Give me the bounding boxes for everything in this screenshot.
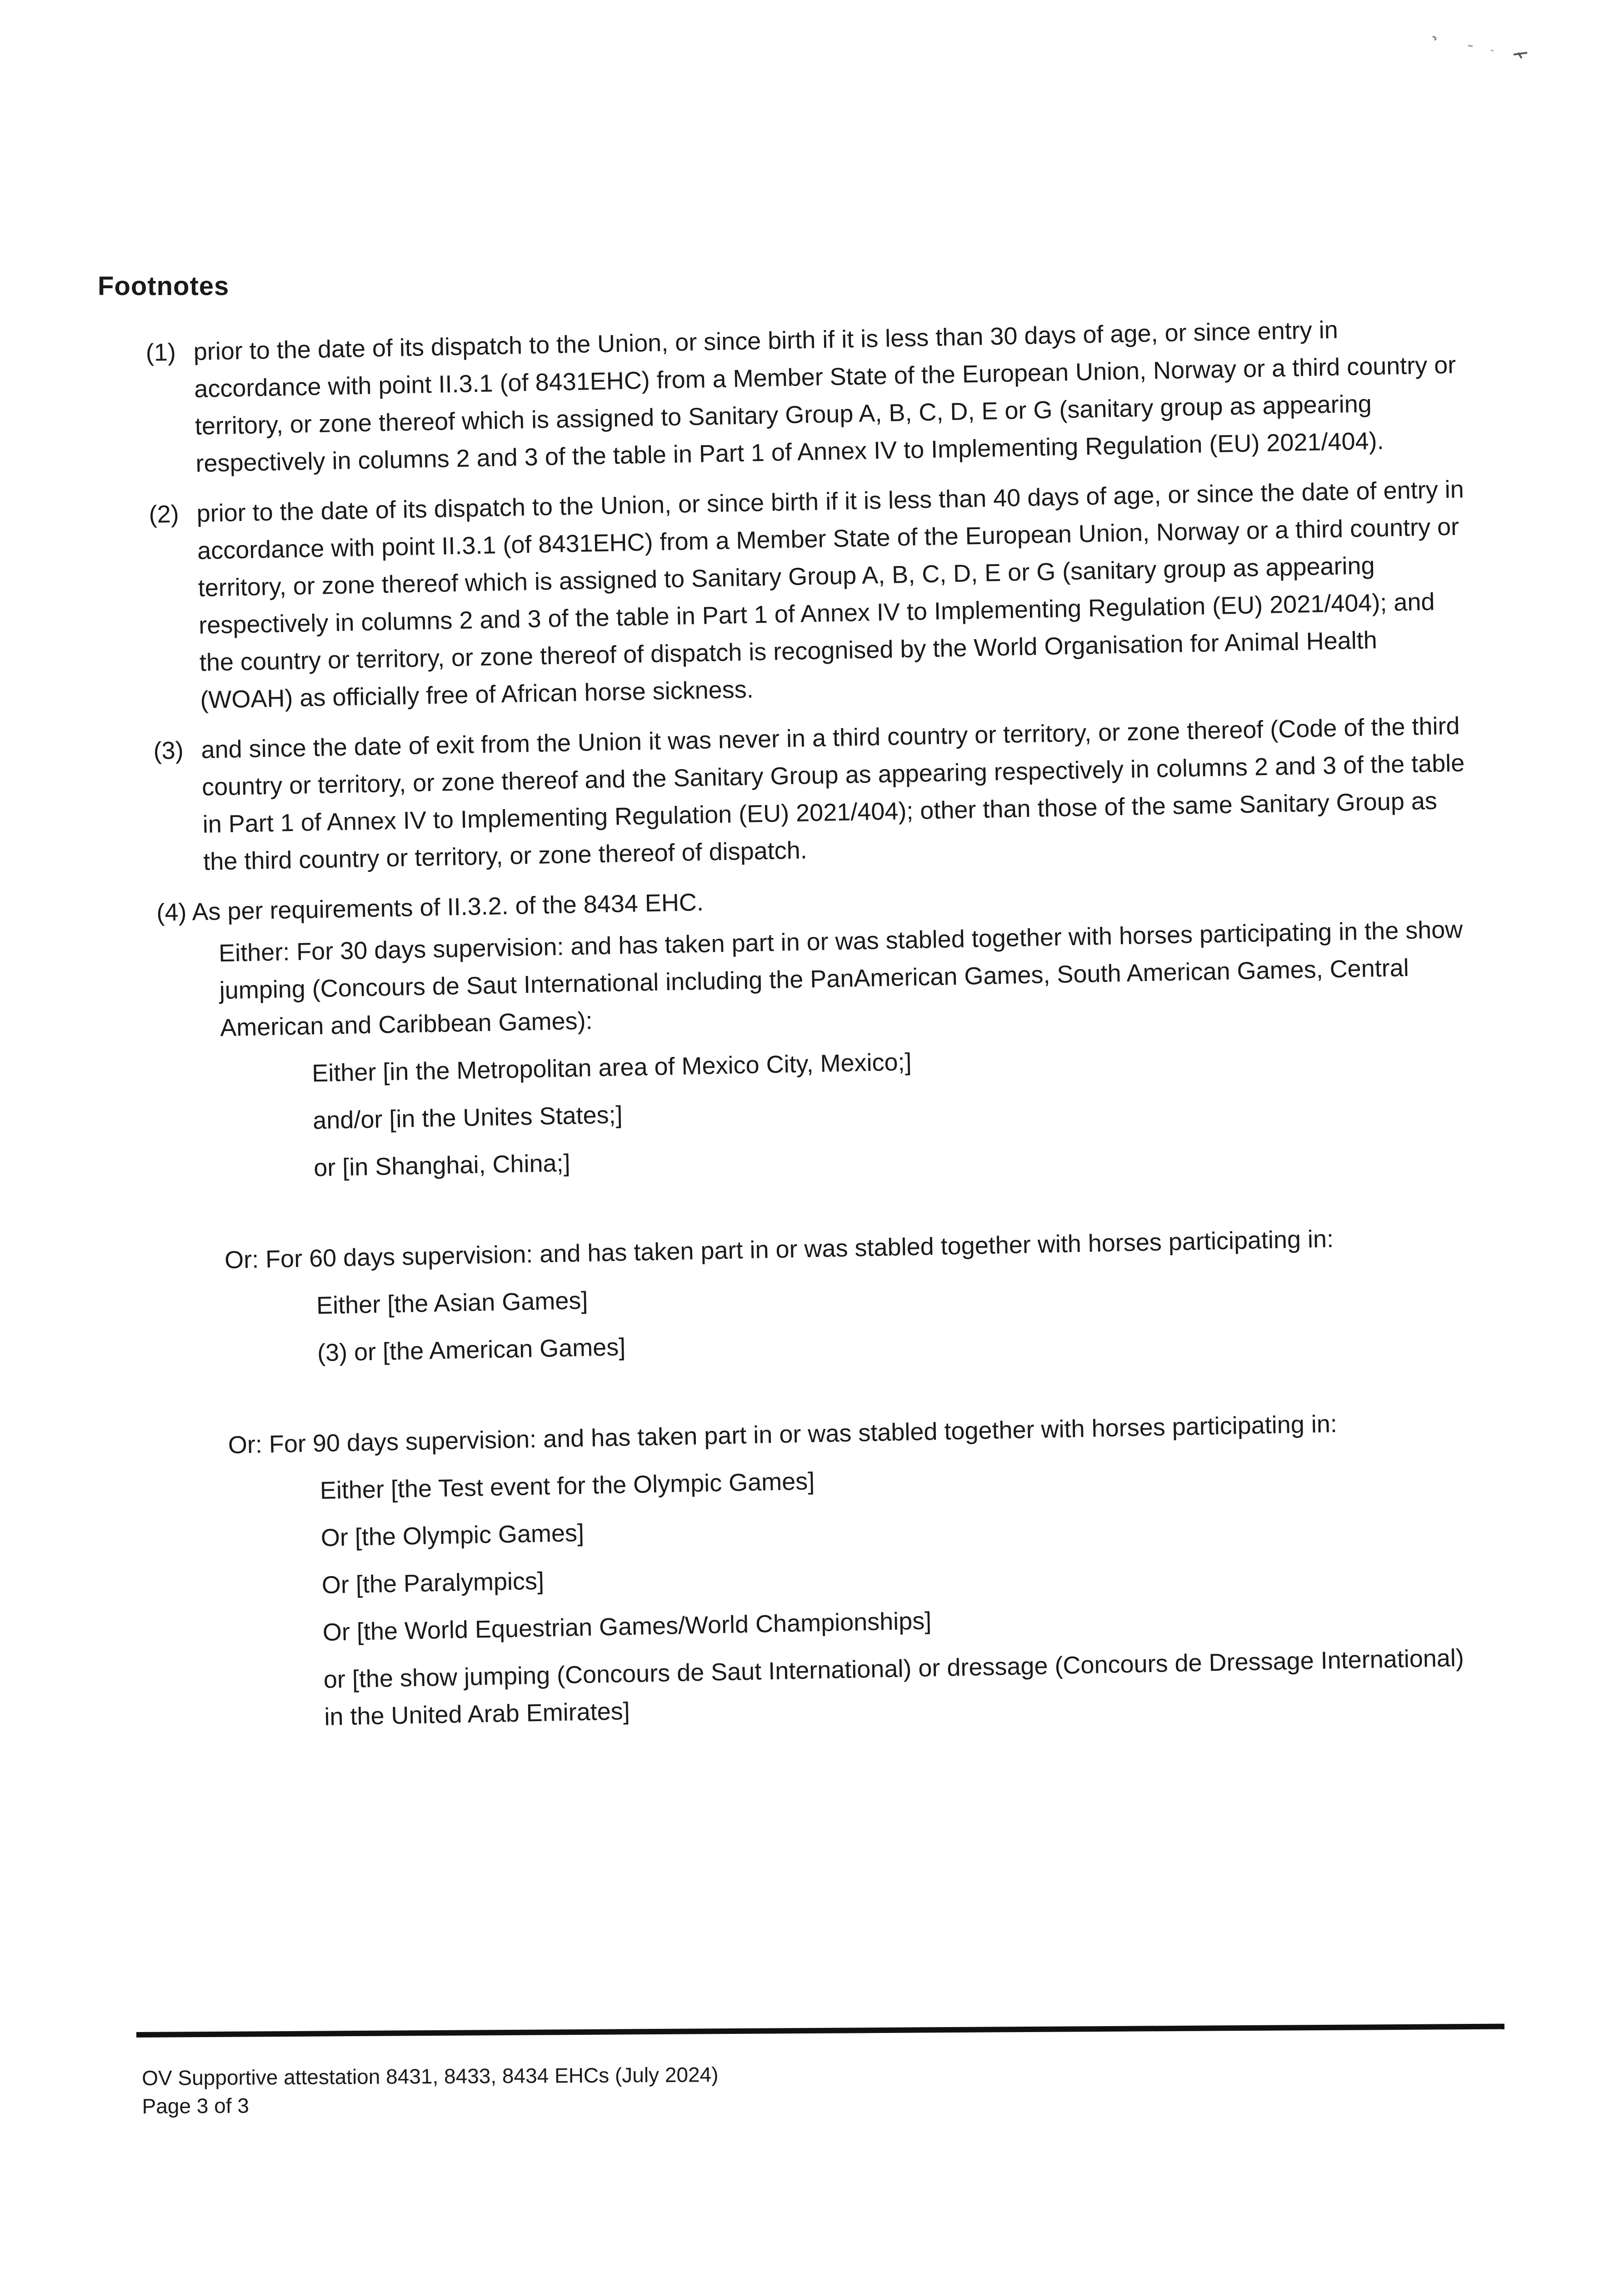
footnote-1 bbox=[145, 309, 1466, 483]
supervision-90-days bbox=[228, 1402, 1490, 1737]
footnotes-body bbox=[145, 309, 1490, 1748]
footnote-4-heading: (4) As per requirements of II.3.2. of the 8434 EHC. bbox=[156, 888, 704, 926]
footnote-text: prior to the date of its dispatch to the Union, or since birth if it is less than 40 days of age, or since the date of entry in accordance with point II.3.1 (of 8431EHC) from a Member State of the European Union, Norway or a third country or territory, or zone thereof which is assigned to Sanitary Group A, B, C, D, E or G (sanitary group as appearing respectively in columns 2 and 3 of the table in Part 1 of Annex IV to Implementing Regulation (EU) 2021/404); and the country or territory, or zone thereof of dispatch is recognised by the World Organisation for Animal Health (WOAH) as officially free of African horse sickness. bbox=[196, 476, 1464, 714]
footer-document-reference: OV Supportive attestation 8431, 8433, 8434 EHCs (July 2024) bbox=[142, 2063, 719, 2090]
supervision-lead: Either: For 30 days supervision: and has taken part in or was stabled together with horses participating in the show jumping (Concours de Saut International including the PanAmerican Games, South American Games, Central American and Caribbean Games): bbox=[218, 916, 1463, 1042]
footnote-text: and since the date of exit from the Union it was never in a third country or territory, or zone thereof (Code of the third country or territory, or zone thereof and the Sanitary Group as appearing respectively in columns 2 and 3 of the table in Part 1 of Annex IV to Implementing Regulation (EU) 2021/404); other than those of the same Sanitary Group as the third country or territory, or zone thereof of dispatch. bbox=[201, 712, 1465, 876]
option-line: Either [in the Metropolitan area of Mexico City, Mexico;] bbox=[311, 1048, 912, 1087]
option-line: (3) or [the American Games] bbox=[317, 1333, 626, 1367]
footnote-text: prior to the date of its dispatch to the Union, or since birth if it is less than 30 days of age, or since entry in accordance with point II.3.1 (of 8431EHC) from a Member State of the European Union, Norway or a third country or territory, or zone thereof which is assigned to Sanitary Group A, B, C, D, E or G (sanitary group as appearing respectively in columns 2 and 3 of the table in Part 1 of Annex IV to Implementing Regulation (EU) 2021/404). bbox=[193, 316, 1456, 477]
option-line: Or [the World Equestrian Games/World Championships] bbox=[322, 1607, 932, 1647]
footer-text bbox=[142, 2060, 719, 2120]
supervision-lead: Or: For 90 days supervision: and has taken part in or was stabled together with horses participating in: bbox=[228, 1410, 1338, 1459]
footnote-number: (3) bbox=[153, 736, 184, 765]
footnote-number: (2) bbox=[149, 500, 180, 528]
footer-divider bbox=[136, 2024, 1504, 2038]
option-line: Either [the Test event for the Olympic Games] bbox=[320, 1467, 815, 1505]
page-title: Footnotes bbox=[98, 271, 230, 301]
option-line: or [in Shanghai, China;] bbox=[313, 1149, 571, 1182]
option-line: Either [the Asian Games] bbox=[316, 1287, 588, 1320]
option-line: or [the show jumping (Concours de Saut International) or dressage (Concours de Dressage International) in the United Arab Emirates] bbox=[323, 1644, 1464, 1731]
footnote-4 bbox=[156, 869, 1490, 1738]
footnote-3 bbox=[153, 707, 1474, 881]
option-line: Or [the Paralympics] bbox=[321, 1567, 545, 1599]
footnote-2 bbox=[149, 471, 1471, 720]
footer-page-number: Page 3 of 3 bbox=[142, 2093, 250, 2118]
supervision-60-days bbox=[224, 1217, 1483, 1373]
option-line: Or [the Olympic Games] bbox=[320, 1519, 585, 1552]
supervision-30-days bbox=[218, 911, 1479, 1188]
supervision-lead: Or: For 60 days supervision: and has taken part in or was stabled together with horses participating in: bbox=[224, 1225, 1334, 1274]
scan-artifact-icon bbox=[1427, 32, 1536, 68]
footnote-number: (1) bbox=[145, 338, 176, 366]
option-line: and/or [in the Unites States;] bbox=[312, 1101, 623, 1135]
